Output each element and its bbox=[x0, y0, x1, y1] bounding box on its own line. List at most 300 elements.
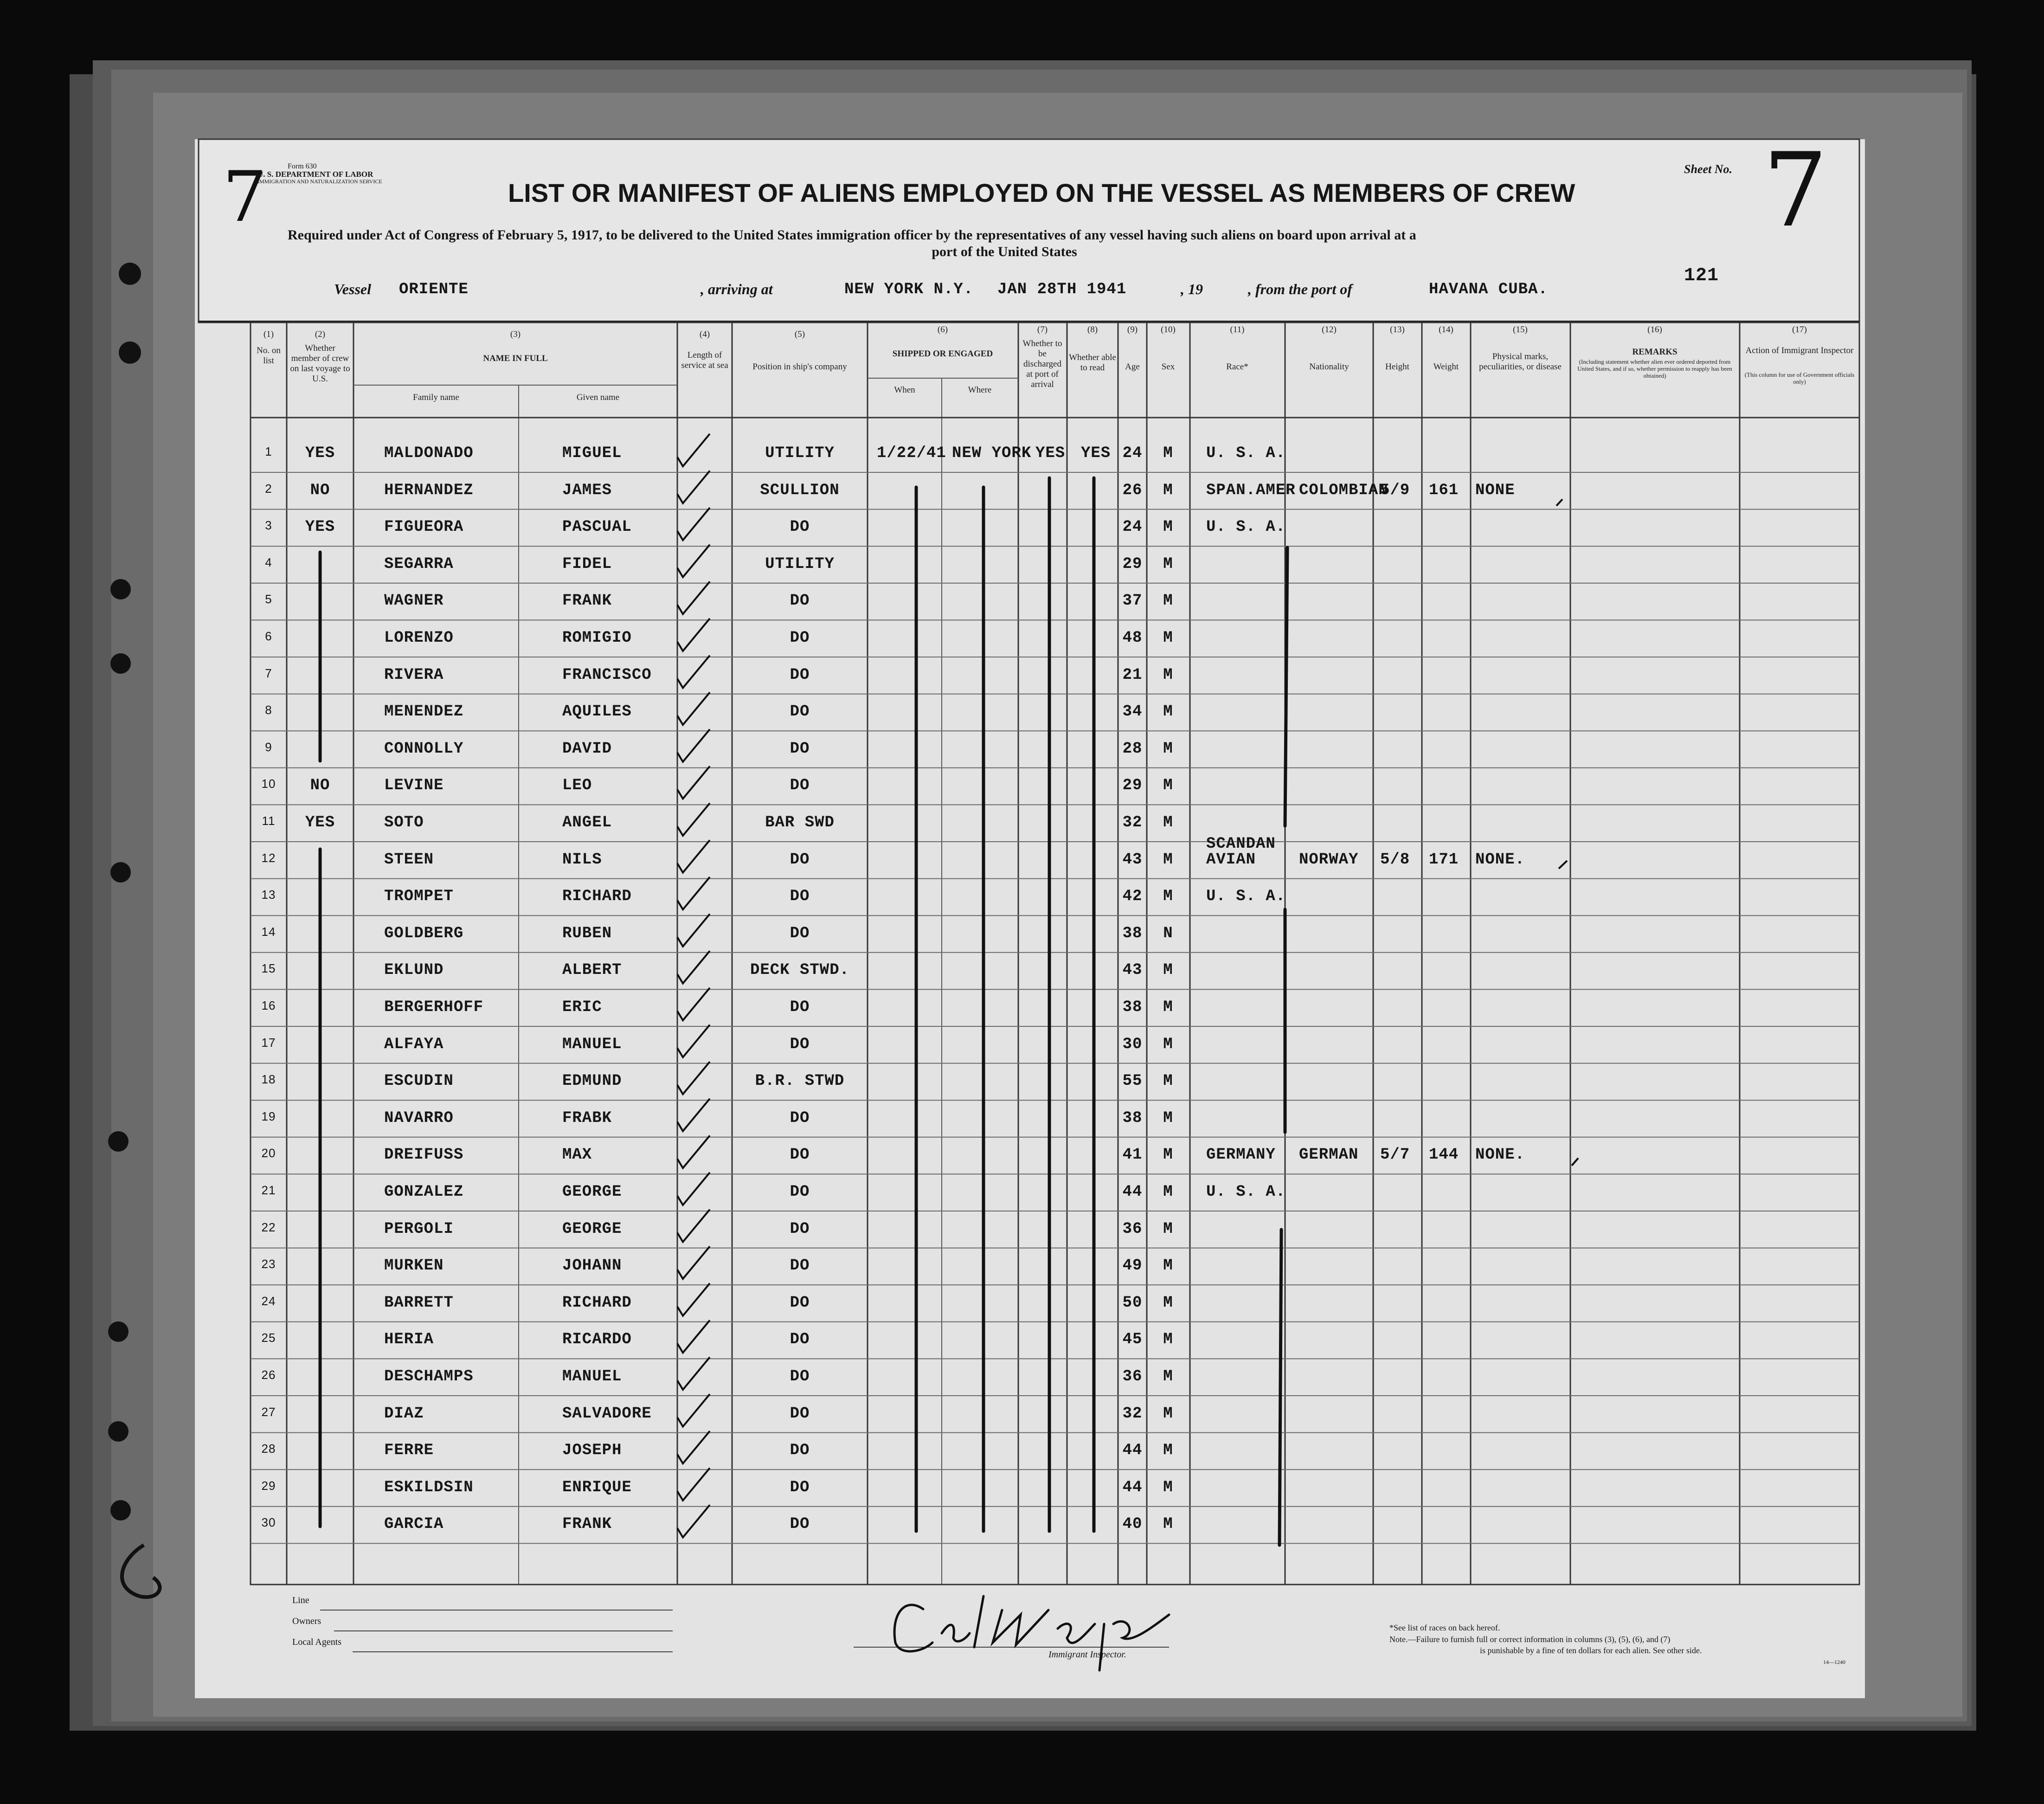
race: U. S. A. bbox=[1206, 1183, 1286, 1201]
position: DO bbox=[790, 1220, 810, 1238]
penalty-note-1: Note.—Failure to furnish full or correct information in columns (3), (5), (6), and (7) bbox=[1389, 1635, 1671, 1644]
given-name: JOHANN bbox=[562, 1257, 622, 1275]
table-row bbox=[0, 1036, 2044, 1073]
age: 26 bbox=[1122, 481, 1143, 499]
discharged: YES bbox=[1035, 445, 1066, 462]
row-number: 25 bbox=[261, 1331, 276, 1345]
family-name: STEEN bbox=[384, 850, 434, 869]
given-name: FRABK bbox=[562, 1109, 612, 1127]
row-number: 26 bbox=[261, 1368, 276, 1382]
given-name: GEORGE bbox=[562, 1220, 622, 1238]
from-port: HAVANA CUBA. bbox=[1429, 281, 1548, 298]
footer-line-label: Line bbox=[292, 1595, 309, 1605]
position: DO bbox=[790, 703, 810, 721]
sex: M bbox=[1163, 1220, 1173, 1238]
row-number: 12 bbox=[261, 850, 276, 865]
row-number: 18 bbox=[261, 1072, 276, 1087]
family-name: DIAZ bbox=[384, 1405, 424, 1423]
sex: M bbox=[1163, 592, 1173, 610]
col-16-num: (16) bbox=[1647, 325, 1662, 335]
position: DO bbox=[790, 1109, 810, 1127]
table-row bbox=[0, 1109, 2044, 1147]
row-number: 28 bbox=[261, 1442, 276, 1456]
col-3-label: NAME IN FULL bbox=[483, 354, 548, 363]
table-row bbox=[0, 1515, 2044, 1553]
age: 37 bbox=[1122, 592, 1143, 610]
age: 48 bbox=[1122, 629, 1143, 647]
col-15-num: (15) bbox=[1513, 325, 1528, 335]
age: 24 bbox=[1122, 518, 1143, 536]
table-row bbox=[0, 1368, 2044, 1405]
given-name: ENRIQUE bbox=[562, 1478, 632, 1496]
age: 44 bbox=[1122, 1442, 1143, 1460]
race-note: *See list of races on back hereof. bbox=[1389, 1623, 1500, 1632]
row-number: 6 bbox=[265, 629, 272, 643]
table-row bbox=[0, 1220, 2044, 1257]
position: DO bbox=[790, 1478, 810, 1496]
col-2-num: (2) bbox=[315, 329, 326, 339]
age: 38 bbox=[1122, 999, 1143, 1016]
given-name: LEO bbox=[562, 777, 592, 795]
last-voyage: YES bbox=[305, 814, 335, 831]
race: U. S. A. bbox=[1206, 518, 1286, 536]
col-1-label: No. on list bbox=[257, 346, 281, 366]
col-5-label: Position in ship's company bbox=[752, 362, 847, 372]
col-8-num: (8) bbox=[1087, 325, 1098, 335]
position: B.R. STWD bbox=[755, 1072, 845, 1090]
age: 42 bbox=[1122, 888, 1143, 906]
col-11-label: Race* bbox=[1226, 362, 1248, 372]
col-6-num: (6) bbox=[937, 325, 948, 335]
row-number: 8 bbox=[265, 703, 272, 717]
row-number: 19 bbox=[261, 1109, 276, 1123]
col-4-label: Length of service at sea bbox=[681, 350, 728, 370]
penalty-note-2: is punishable by a fine of ten dollars for each alien. See other side. bbox=[1480, 1646, 1702, 1655]
row-number: 11 bbox=[262, 814, 276, 828]
sex: M bbox=[1163, 1405, 1173, 1423]
row-number: 3 bbox=[265, 518, 272, 533]
race: U. S. A. bbox=[1206, 888, 1286, 906]
given-name: ERIC bbox=[562, 999, 602, 1016]
service-label: IMMIGRATION AND NATURALIZATION SERVICE bbox=[257, 178, 382, 185]
col-9-label: Age bbox=[1125, 362, 1140, 372]
arriving-label: , arriving at bbox=[701, 281, 773, 297]
row-number: 30 bbox=[261, 1515, 276, 1530]
given-name: RICHARD bbox=[562, 888, 632, 906]
table-row bbox=[0, 777, 2044, 814]
position: DO bbox=[790, 924, 810, 942]
last-voyage: YES bbox=[305, 518, 335, 536]
col-2-label: Whether member of crew on last voyage to U.S. bbox=[290, 343, 350, 384]
arrival-date: JAN 28TH 1941 bbox=[997, 281, 1127, 298]
sex: M bbox=[1163, 518, 1173, 536]
col-4-num: (4) bbox=[699, 329, 710, 339]
last-voyage: YES bbox=[305, 445, 335, 462]
position: DO bbox=[790, 1257, 810, 1275]
col-17-note: (This column for use of Government officials only) bbox=[1744, 371, 1855, 385]
given-name: AQUILES bbox=[562, 703, 632, 721]
table-row bbox=[0, 666, 2044, 703]
family-name: BARRETT bbox=[384, 1294, 454, 1312]
position: DO bbox=[790, 1146, 810, 1164]
position: DECK STWD. bbox=[750, 961, 850, 979]
age: 38 bbox=[1122, 1109, 1143, 1127]
shipped-when: 1/22/41 bbox=[877, 445, 946, 462]
col-10-num: (10) bbox=[1161, 325, 1176, 335]
sex: M bbox=[1163, 703, 1173, 721]
family-name: MALDONADO bbox=[384, 445, 474, 462]
family-name: ALFAYA bbox=[384, 1035, 444, 1053]
race: SCANDAN AVIAN bbox=[1206, 835, 1276, 869]
from-label: , from the port of bbox=[1248, 281, 1352, 297]
given-name: FRANK bbox=[562, 592, 612, 610]
department-label: U. S. DEPARTMENT OF LABOR bbox=[257, 170, 373, 179]
row-number: 15 bbox=[261, 961, 276, 976]
race: GERMANY bbox=[1206, 1146, 1276, 1164]
sex: M bbox=[1163, 1257, 1173, 1275]
table-row bbox=[0, 1183, 2044, 1220]
given-name: EDMUND bbox=[562, 1072, 622, 1090]
family-name: GOLDBERG bbox=[384, 924, 464, 942]
position: DO bbox=[790, 1442, 810, 1460]
col-13-label: Height bbox=[1385, 362, 1409, 372]
col-13-num: (13) bbox=[1390, 325, 1405, 335]
sex: M bbox=[1163, 666, 1173, 684]
sex: M bbox=[1163, 481, 1173, 499]
family-name: BERGERHOFF bbox=[384, 999, 484, 1016]
row-number: 22 bbox=[261, 1220, 276, 1234]
col-3-num: (3) bbox=[510, 329, 521, 339]
table-row bbox=[0, 629, 2044, 666]
family-name: LEVINE bbox=[384, 777, 444, 795]
col-6-when: When bbox=[894, 385, 915, 395]
row-number: 29 bbox=[261, 1478, 276, 1493]
col-6-where: Where bbox=[968, 385, 992, 395]
age: 28 bbox=[1122, 740, 1143, 758]
family-name: ESCUDIN bbox=[384, 1072, 454, 1090]
age: 29 bbox=[1122, 777, 1143, 795]
page-number: 121 bbox=[1684, 265, 1719, 286]
age: 30 bbox=[1122, 1035, 1143, 1053]
position: BAR SWD bbox=[765, 814, 835, 831]
family-name: ESKILDSIN bbox=[384, 1478, 474, 1496]
position: DO bbox=[790, 1405, 810, 1423]
position: DO bbox=[790, 1331, 810, 1349]
sex: M bbox=[1163, 1072, 1173, 1090]
family-name: GONZALEZ bbox=[384, 1183, 464, 1201]
table-row bbox=[0, 1072, 2044, 1109]
family-name: NAVARRO bbox=[384, 1109, 454, 1127]
position: DO bbox=[790, 777, 810, 795]
given-name: DAVID bbox=[562, 740, 612, 758]
given-name: RUBEN bbox=[562, 924, 612, 942]
race: U. S. A. bbox=[1206, 445, 1286, 462]
manifest-subtitle-1: Required under Act of Congress of February 5, 1917, to be delivered to the United States immigration officer by the representatives of any vessel having such aliens on board upon arrival at a bbox=[288, 227, 1416, 243]
family-name: DESCHAMPS bbox=[384, 1368, 474, 1385]
age: 32 bbox=[1122, 1405, 1143, 1423]
row-number: 21 bbox=[261, 1183, 276, 1197]
col-17-label: Action of Immigrant Inspector bbox=[1745, 346, 1854, 355]
family-name: RIVERA bbox=[384, 666, 444, 684]
position: DO bbox=[790, 850, 810, 869]
col-6-label: SHIPPED OR ENGAGED bbox=[892, 349, 993, 359]
col-7-num: (7) bbox=[1037, 325, 1048, 335]
family-name: MURKEN bbox=[384, 1257, 444, 1275]
row-number: 4 bbox=[265, 555, 272, 569]
sex: M bbox=[1163, 1183, 1173, 1201]
sex: M bbox=[1163, 850, 1173, 869]
vessel-label: Vessel bbox=[334, 281, 371, 297]
col-5-num: (5) bbox=[794, 329, 805, 339]
age: 40 bbox=[1122, 1515, 1143, 1533]
age: 36 bbox=[1122, 1220, 1143, 1238]
col-12-num: (12) bbox=[1322, 325, 1337, 335]
corner-mark: 7 bbox=[223, 157, 267, 238]
given-name: GEORGE bbox=[562, 1183, 622, 1201]
col-15-label: Physical marks, peculiarities, or disease bbox=[1479, 352, 1562, 372]
position: DO bbox=[790, 1294, 810, 1312]
position: DO bbox=[790, 999, 810, 1016]
row-number: 2 bbox=[265, 481, 272, 496]
table-row bbox=[0, 925, 2044, 962]
family-name: HERIA bbox=[384, 1331, 434, 1349]
form-number: Form 630 bbox=[288, 162, 317, 170]
given-name: MAX bbox=[562, 1146, 592, 1164]
weight: 171 bbox=[1429, 850, 1459, 869]
sex: M bbox=[1163, 888, 1173, 906]
position: UTILITY bbox=[765, 445, 835, 462]
sex: M bbox=[1163, 1515, 1173, 1533]
sex: M bbox=[1163, 1146, 1173, 1164]
weight: 161 bbox=[1429, 481, 1459, 499]
col-8-label: Whether able to read bbox=[1069, 353, 1116, 373]
age: 21 bbox=[1122, 666, 1143, 684]
age: 49 bbox=[1122, 1257, 1143, 1275]
manifest-title: LIST OR MANIFEST OF ALIENS EMPLOYED ON THE VESSEL AS MEMBERS OF CREW bbox=[508, 178, 1575, 207]
nationality: COLOMBIAN bbox=[1299, 481, 1388, 499]
nationality: NORWAY bbox=[1299, 850, 1359, 869]
position: DO bbox=[790, 592, 810, 610]
manifest-subtitle-2: port of the United States bbox=[932, 244, 1077, 259]
height: 5/8 bbox=[1380, 850, 1410, 869]
col-16-label: REMARKS bbox=[1632, 347, 1678, 357]
given-name: ALBERT bbox=[562, 961, 622, 979]
col-14-num: (14) bbox=[1439, 325, 1453, 335]
given-name: NILS bbox=[562, 850, 602, 869]
table-row bbox=[0, 592, 2044, 629]
nationality: GERMAN bbox=[1299, 1146, 1359, 1164]
table-row bbox=[0, 1331, 2044, 1368]
age: 34 bbox=[1122, 703, 1143, 721]
table-row bbox=[0, 1442, 2044, 1479]
physical-marks: NONE. bbox=[1475, 1146, 1525, 1164]
table-row bbox=[0, 740, 2044, 777]
age: 55 bbox=[1122, 1072, 1143, 1090]
table-row bbox=[0, 1479, 2044, 1516]
family-name: SEGARRA bbox=[384, 555, 454, 573]
table-row bbox=[0, 1146, 2044, 1183]
table-row bbox=[0, 961, 2044, 999]
given-name: MANUEL bbox=[562, 1035, 622, 1053]
row-number: 9 bbox=[265, 740, 272, 754]
given-name: FIDEL bbox=[562, 555, 612, 573]
position: DO bbox=[790, 629, 810, 647]
sex: M bbox=[1163, 961, 1173, 979]
print-code: 14—1240 bbox=[1823, 1659, 1845, 1665]
col-7-label: Whether to be discharged at port of arrival bbox=[1022, 339, 1062, 389]
given-name: MIGUEL bbox=[562, 445, 622, 462]
table-row bbox=[0, 814, 2044, 851]
sex: M bbox=[1163, 740, 1173, 758]
row-number: 1 bbox=[265, 445, 272, 458]
position: DO bbox=[790, 1515, 810, 1533]
table-row bbox=[0, 482, 2044, 519]
vessel-name: ORIENTE bbox=[399, 281, 469, 298]
footer-agents-label: Local Agents bbox=[292, 1637, 342, 1647]
row-number: 16 bbox=[261, 999, 276, 1012]
sex: M bbox=[1163, 1109, 1173, 1127]
sex: M bbox=[1163, 1294, 1173, 1312]
position: DO bbox=[790, 666, 810, 684]
table-row bbox=[0, 1405, 2044, 1442]
family-name: CONNOLLY bbox=[384, 740, 464, 758]
sex: M bbox=[1163, 777, 1173, 795]
col-14-label: Weight bbox=[1433, 362, 1459, 372]
sheet-label: Sheet No. bbox=[1684, 162, 1732, 176]
table-row bbox=[0, 835, 2044, 888]
row-number: 23 bbox=[261, 1257, 276, 1271]
table-row bbox=[0, 1257, 2044, 1294]
position: UTILITY bbox=[765, 555, 835, 573]
position: DO bbox=[790, 518, 810, 536]
age: 44 bbox=[1122, 1183, 1143, 1201]
race: SPAN.AMER bbox=[1206, 481, 1296, 499]
height: 5/9 bbox=[1380, 481, 1410, 499]
col-10-label: Sex bbox=[1161, 362, 1175, 372]
age: 50 bbox=[1122, 1294, 1143, 1312]
sex: M bbox=[1163, 999, 1173, 1016]
height: 5/7 bbox=[1380, 1146, 1410, 1164]
row-number: 27 bbox=[261, 1405, 276, 1419]
age: 36 bbox=[1122, 1368, 1143, 1385]
family-name: WAGNER bbox=[384, 592, 444, 610]
given-name: MANUEL bbox=[562, 1368, 622, 1385]
family-name: HERNANDEZ bbox=[384, 481, 474, 499]
sex: M bbox=[1163, 445, 1173, 462]
family-name: LORENZO bbox=[384, 629, 454, 647]
table-row bbox=[0, 703, 2044, 740]
position: SCULLION bbox=[760, 481, 840, 499]
age: 43 bbox=[1122, 850, 1143, 869]
given-name: RICARDO bbox=[562, 1331, 632, 1349]
sex: M bbox=[1163, 1478, 1173, 1496]
col-16-note: (Including statement whether alien ever ordered deported from United States, and if so, whether permission to reapply has been obtained) bbox=[1577, 358, 1732, 379]
given-name: JAMES bbox=[562, 481, 612, 499]
col-3-family: Family name bbox=[413, 393, 459, 402]
col-12-label: Nationality bbox=[1309, 362, 1349, 372]
given-name: PASCUAL bbox=[562, 518, 632, 536]
table-row bbox=[0, 445, 2044, 482]
family-name: PERGOLI bbox=[384, 1220, 454, 1238]
position: DO bbox=[790, 740, 810, 758]
table-row bbox=[0, 888, 2044, 925]
sheet-number: 7 bbox=[1763, 131, 1828, 250]
able-to-read: YES bbox=[1081, 445, 1111, 462]
family-name: SOTO bbox=[384, 814, 424, 831]
sex: M bbox=[1163, 1442, 1173, 1460]
position: DO bbox=[790, 1183, 810, 1201]
shipped-where: NEW YORK bbox=[952, 445, 1032, 462]
table-row bbox=[0, 1294, 2044, 1331]
row-number: 24 bbox=[261, 1294, 276, 1308]
given-name: FRANK bbox=[562, 1515, 612, 1533]
col-17-num: (17) bbox=[1792, 325, 1807, 335]
col-9-num: (9) bbox=[1127, 325, 1138, 335]
weight: 144 bbox=[1429, 1146, 1459, 1164]
year-suffix: , 19 bbox=[1181, 281, 1203, 297]
family-name: GARCIA bbox=[384, 1515, 444, 1533]
age: 43 bbox=[1122, 961, 1143, 979]
physical-marks: NONE bbox=[1475, 481, 1515, 499]
row-number: 7 bbox=[265, 666, 272, 680]
inspector-caption: Immigrant Inspector. bbox=[1048, 1649, 1126, 1660]
given-name: ROMIGIO bbox=[562, 629, 632, 647]
age: 24 bbox=[1122, 445, 1143, 462]
arriving-port: NEW YORK N.Y. bbox=[844, 281, 974, 298]
age: 44 bbox=[1122, 1478, 1143, 1496]
table-row bbox=[0, 518, 2044, 555]
sex: M bbox=[1163, 1331, 1173, 1349]
sex: M bbox=[1163, 1368, 1173, 1385]
given-name: FRANCISCO bbox=[562, 666, 652, 684]
col-1-num: (1) bbox=[263, 329, 274, 339]
sex: M bbox=[1163, 555, 1173, 573]
family-name: FIGUEORA bbox=[384, 518, 464, 536]
family-name: MENENDEZ bbox=[384, 703, 464, 721]
row-number: 10 bbox=[261, 777, 276, 791]
given-name: ANGEL bbox=[562, 814, 612, 831]
row-number: 13 bbox=[261, 888, 276, 902]
physical-marks: NONE. bbox=[1475, 850, 1525, 869]
given-name: RICHARD bbox=[562, 1294, 632, 1312]
age: 38 bbox=[1122, 924, 1143, 942]
age: 29 bbox=[1122, 555, 1143, 573]
table-row bbox=[0, 555, 2044, 593]
family-name: DREIFUSS bbox=[384, 1146, 464, 1164]
last-voyage: NO bbox=[310, 777, 330, 795]
row-number: 20 bbox=[261, 1146, 276, 1160]
row-number: 14 bbox=[261, 924, 276, 939]
family-name: EKLUND bbox=[384, 961, 444, 979]
given-name: SALVADORE bbox=[562, 1405, 652, 1423]
last-voyage: NO bbox=[310, 481, 330, 499]
col-3-given: Given name bbox=[576, 393, 620, 402]
table-row bbox=[0, 999, 2044, 1036]
family-name: TROMPET bbox=[384, 888, 454, 906]
given-name: JOSEPH bbox=[562, 1442, 622, 1460]
col-11-num: (11) bbox=[1230, 325, 1245, 335]
position: DO bbox=[790, 888, 810, 906]
row-number: 17 bbox=[261, 1035, 276, 1050]
age: 41 bbox=[1122, 1146, 1143, 1164]
sex: M bbox=[1163, 1035, 1173, 1053]
sex: M bbox=[1163, 814, 1173, 831]
row-number: 5 bbox=[265, 592, 272, 606]
position: DO bbox=[790, 1368, 810, 1385]
family-name: FERRE bbox=[384, 1442, 434, 1460]
age: 45 bbox=[1122, 1331, 1143, 1349]
age: 32 bbox=[1122, 814, 1143, 831]
